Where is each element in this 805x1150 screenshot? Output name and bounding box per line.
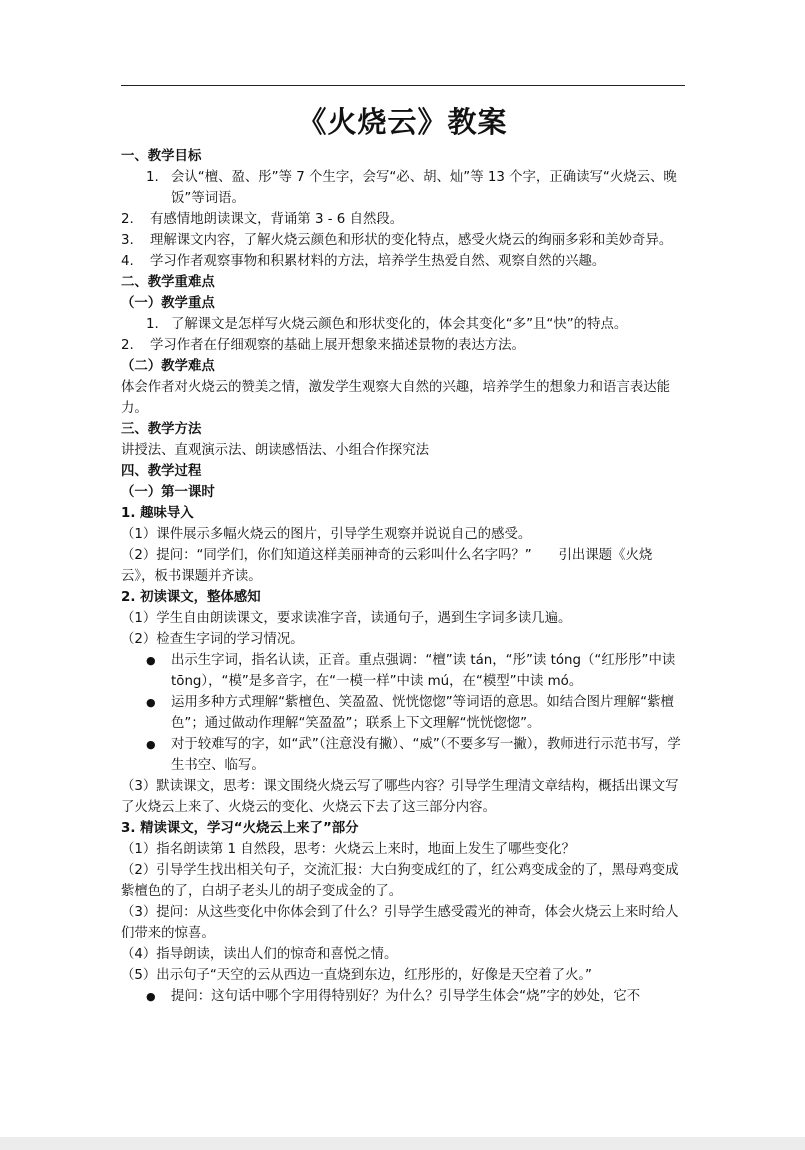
list-item: [121, 167, 685, 209]
paragraph: （1）指名朗读第 1 自然段，思考：火烧云上来时，地面上发生了哪些变化？: [121, 842, 576, 857]
list-item: [121, 335, 685, 356]
list-item: [121, 314, 685, 335]
list-number: 2.: [121, 338, 134, 353]
step-heading: 1. 趣味导入: [121, 506, 194, 521]
page-title: 《火烧云》教案: [297, 105, 508, 139]
list-number: 2.: [121, 212, 134, 227]
bullet-icon: ●: [146, 654, 156, 667]
list-text: 会认“檀、盈、彤”等 7 个生字，会写“必、胡、灿”等 13 个字，正确读写“火烧云、晚饭”等词语。: [171, 170, 677, 206]
bullet-item: [121, 986, 685, 1007]
list-text: 了解课文是怎样写火烧云颜色和形状变化的，体会其变化“多”且“快”的特点。: [171, 317, 628, 332]
paragraph: （2）检查生字词的学习情况。: [121, 632, 304, 647]
bullet-item: [121, 692, 685, 734]
subsection-heading: （一）教学重点: [121, 296, 215, 311]
step-heading: 2. 初读课文，整体感知: [121, 590, 261, 605]
list-item: [121, 209, 685, 230]
list-text: 学习作者观察事物和积累材料的方法，培养学生热爱自然、观察自然的兴趣。: [150, 254, 606, 269]
paragraph: 讲授法、直观演示法、朗读感悟法、小组合作探究法: [121, 443, 429, 458]
list-item: [121, 251, 685, 272]
list-number: 1.: [146, 170, 159, 185]
paragraph: 体会作者对火烧云的赞美之情，激发学生观察大自然的兴趣，培养学生的想象力和语言表达能力。: [121, 380, 671, 416]
bullet-item: [121, 650, 685, 692]
list-number: 1.: [146, 317, 159, 332]
list-number: 4.: [121, 254, 134, 269]
section-heading: 三、教学方法: [121, 422, 202, 437]
section-heading: 二、教学重难点: [121, 275, 215, 290]
bullet-text: 运用多种方式理解“紫檀色、笑盈盈、恍恍惚惚”等词语的意思。如结合图片理解“紫檀色”；通过做动作理解“笑盈盈”；联系上下文理解“恍恍惚惚”。: [171, 695, 674, 731]
bullet-item: [121, 734, 685, 776]
bullet-text: 对于较难写的字，如“武”（注意没有撇）、“威”（不要多写一撇），教师进行示范书写，学生书空、临写。: [171, 737, 681, 773]
paragraph: （1）学生自由朗读课文，要求读准字音，读通句子，遇到生字词多读几遍。: [121, 611, 572, 626]
section-heading: 一、教学目标: [121, 149, 202, 164]
subsection-heading: （一）第一课时: [121, 485, 215, 500]
subsection-heading: （二）教学难点: [121, 359, 215, 374]
page-gap: [0, 1137, 805, 1150]
paragraph: （2）提问：“同学们，你们知道这样美丽神奇的云彩叫什么名字吗？” 引出课题《火烧云》，板书课题并齐读。: [121, 548, 653, 584]
paragraph: （4）指导朗读，读出人们的惊奇和喜悦之情。: [121, 947, 398, 962]
header-rule: [121, 85, 685, 86]
bullet-text: 出示生字词，指名认读，正音。重点强调：“檀”读 tán，“彤”读 tóng（“红彤彤”中读 tōng），“模”是多音字，在“一模一样”中读 mú，在“模型”中读 mó。: [171, 653, 676, 689]
bullet-text: 提问：这句话中哪个字用得特别好？为什么？引导学生体会“烧”字的妙处，它不: [171, 989, 641, 1004]
bullet-icon: ●: [146, 990, 156, 1003]
list-text: 理解课文内容，了解火烧云颜色和形状的变化特点，感受火烧云的绚丽多彩和美妙奇异。: [150, 233, 673, 248]
step-heading: 3. 精读课文，学习“火烧云上来了”部分: [121, 821, 359, 836]
paragraph: （2）引导学生找出相关句子，交流汇报：大白狗变成红的了，红公鸡变成金的了，黑母鸡变成紫檀色的了，白胡子老头儿的胡子变成金的了。: [121, 863, 679, 899]
list-text: 有感情地朗读课文，背诵第 3 - 6 自然段。: [150, 212, 404, 227]
list-number: 3.: [121, 233, 134, 248]
list-item: [121, 230, 685, 251]
bullet-icon: ●: [146, 696, 156, 709]
paragraph: （3）提问：从这些变化中你体会到了什么？引导学生感受霞光的神奇，体会火烧云上来时给人们带来的惊喜。: [121, 905, 679, 941]
document-body: [121, 146, 685, 1007]
paragraph: （1）课件展示多幅火烧云的图片，引导学生观察并说说自己的感受。: [121, 527, 532, 542]
list-text: 学习作者在仔细观察的基础上展开想象来描述景物的表达方法。: [150, 338, 525, 353]
paragraph: （3）默读课文，思考：课文围绕火烧云写了哪些内容？引导学生理清文章结构，概括出课文写了火烧云上来了、火烧云的变化、火烧云下去了这三部分内容。: [121, 779, 679, 815]
bullet-icon: ●: [146, 738, 156, 751]
section-heading: 四、教学过程: [121, 464, 202, 479]
paragraph: （5）出示句子“天空的云从西边一直烧到东边，红彤彤的，好像是天空着了火。”: [121, 968, 592, 983]
